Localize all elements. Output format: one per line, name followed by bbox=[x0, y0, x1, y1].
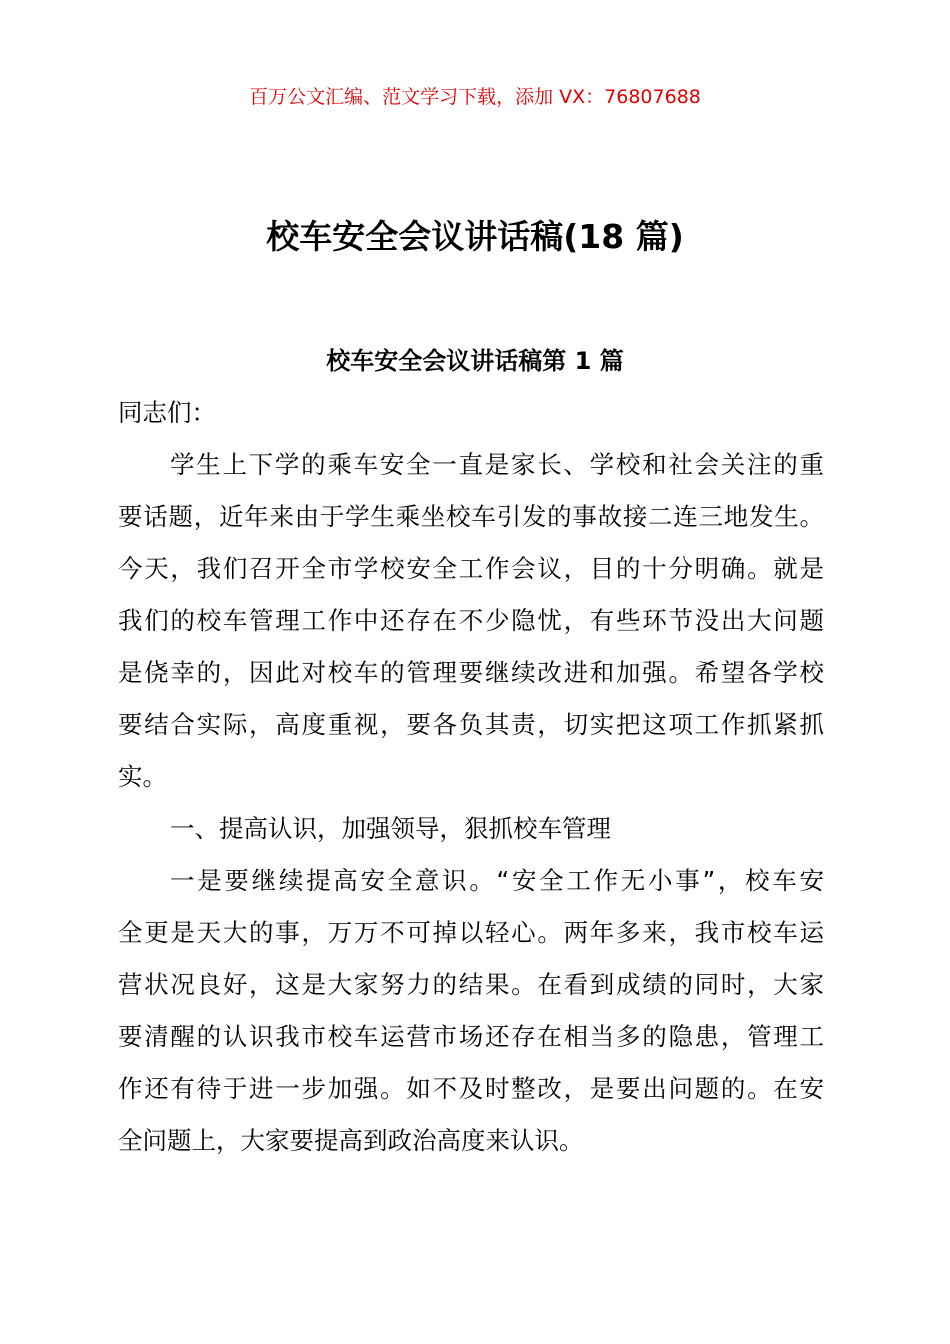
paragraph-line: 实。 bbox=[118, 762, 167, 791]
paragraph-line: 一是要继续提高安全意识。“安全工作无小事”，校车安 bbox=[170, 866, 824, 895]
section-title: 校车安全会议讲话稿第 1 篇 bbox=[326, 347, 624, 375]
document-title: 校车安全会议讲话稿(18 篇) bbox=[266, 217, 684, 256]
paragraph-line: 要话题，近年来由于学生乘坐校车引发的事故接二连三地发生。 bbox=[118, 502, 824, 531]
paragraph-line: 是侥幸的，因此对校车的管理要继续改进和加强。希望各学校 bbox=[118, 658, 824, 687]
salutation: 同志们： bbox=[118, 398, 216, 427]
paragraph-line: 我们的校车管理工作中还存在不少隐忧，有些环节没出大问题 bbox=[118, 606, 824, 635]
paragraph-line: 今天，我们召开全市学校安全工作会议，目的十分明确。就是 bbox=[118, 554, 824, 583]
header-note: 百万公文汇编、范文学习下载，添加 VX：76807688 bbox=[249, 86, 701, 108]
paragraph-line: 全问题上，大家要提高到政治高度来认识。 bbox=[118, 1126, 584, 1155]
paragraph-line: 营状况良好，这是大家努力的结果。在看到成绩的同时，大家 bbox=[118, 970, 824, 999]
paragraph-line: 全更是天大的事，万万不可掉以轻心。两年多来，我市校车运 bbox=[118, 918, 824, 947]
section-heading: 一、提高认识，加强领导，狠抓校车管理 bbox=[170, 814, 611, 843]
paragraph-line: 作还有待于进一步加强。如不及时整改，是要出问题的。在安 bbox=[118, 1074, 824, 1103]
paragraph-line: 要结合实际，高度重视，要各负其责，切实把这项工作抓紧抓 bbox=[118, 710, 824, 739]
paragraph-line: 学生上下学的乘车安全一直是家长、学校和社会关注的重 bbox=[170, 450, 824, 479]
paragraph-line: 要清醒的认识我市校车运营市场还存在相当多的隐患，管理工 bbox=[118, 1022, 824, 1051]
